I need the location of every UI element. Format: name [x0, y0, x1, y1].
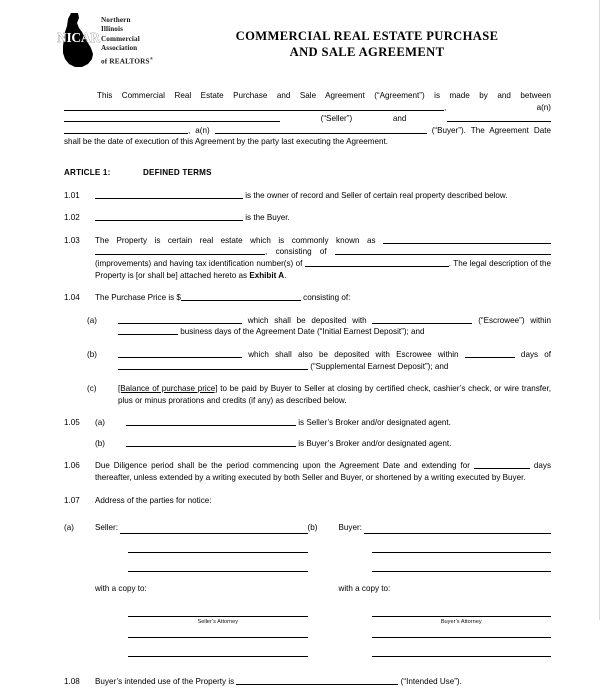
- clause-1-03-number: 1.03: [64, 235, 80, 245]
- clause-1-08: [64, 676, 551, 688]
- clause-1-06-part-2: days thereafter, unless extended by a writing executed by both Seller and Buyer, or shortened by a writing executed by Buyer.: [95, 461, 551, 483]
- intro-paragraph: [64, 90, 551, 148]
- clause-1-03-exhibit-ref: Exhibit A: [249, 270, 285, 280]
- clause-1-03-text: [95, 235, 551, 281]
- logo-line-5: [101, 54, 153, 67]
- buyer-column-letter: (b): [307, 523, 318, 533]
- clause-1-03-blank-3[interactable]: [335, 246, 551, 255]
- clause-1-07: [64, 495, 551, 507]
- clause-1-03-part-5: .: [284, 270, 287, 280]
- clause-1-04-b-text: [118, 349, 551, 372]
- intro-part-2: , a(n): [444, 102, 551, 112]
- intro-blank-3[interactable]: [64, 113, 280, 122]
- intro-part-5: (“Buyer”). The Agreement Date shall be the date of execution of this Agreement by the party last executing the Agreement.: [64, 125, 551, 147]
- clause-1-05-a: [64, 417, 551, 429]
- clause-1-01-blank[interactable]: [95, 190, 243, 199]
- clause-1-04-b-blank-2[interactable]: [465, 349, 515, 358]
- clause-1-08-text: [95, 676, 551, 688]
- clause-1-05-b: [64, 438, 551, 450]
- article-title: DEFINED TERMS: [143, 167, 212, 177]
- clause-1-04-b-part-2: days of: [514, 349, 551, 359]
- clause-1-05-b-spacer: [64, 438, 95, 450]
- clause-1-02-text: [95, 212, 551, 224]
- clause-1-04-b: [64, 349, 551, 372]
- clause-1-04-c-bracket: [Balance of purchase price]: [118, 384, 218, 394]
- document-header: [0, 0, 599, 78]
- seller-column-letter: (a): [64, 523, 74, 533]
- clause-1-04-a-letter: (a): [87, 315, 97, 325]
- intro-part-3: (“Seller”) and: [280, 114, 447, 124]
- clause-1-04-b-letter: (b): [87, 349, 97, 359]
- clause-1-04-a-blank-2[interactable]: [372, 315, 472, 324]
- logo-line-2: Illinois: [101, 25, 123, 34]
- clause-1-06-number: 1.06: [64, 461, 80, 471]
- clause-1-02: [64, 212, 551, 224]
- clause-1-04-b-part-1: which shall also be deposited with Escrowee within: [242, 349, 465, 359]
- registered-mark: ®: [149, 55, 154, 61]
- logo-line-1: Northern: [101, 16, 131, 24]
- title-line-1: COMMERCIAL REAL ESTATE PURCHASE: [235, 29, 499, 43]
- clause-1-04-blank-price[interactable]: [181, 292, 301, 301]
- buyer-name-row: [339, 522, 552, 534]
- logo-text-block: [101, 12, 153, 66]
- clause-1-05-b-letter: (b): [95, 438, 105, 448]
- clause-1-02-number: 1.02: [64, 213, 80, 223]
- intro-blank-2[interactable]: [212, 102, 444, 111]
- clause-1-08-number: 1.08: [64, 677, 80, 687]
- notice-address-block: [64, 522, 551, 657]
- buyer-address-line-3[interactable]: [372, 562, 552, 572]
- intro-blank-6[interactable]: [215, 125, 427, 134]
- clause-1-04-c-letter: (c): [87, 384, 97, 394]
- seller-address-line-1[interactable]: [120, 524, 308, 534]
- seller-label: Seller:: [95, 523, 118, 533]
- clause-1-01-body: is the owner of record and Seller of certain real property described below.: [243, 190, 508, 200]
- clause-1-04-a: [64, 315, 551, 338]
- clause-1-04-number: 1.04: [64, 293, 80, 303]
- intro-part-4: , a(n): [188, 125, 215, 135]
- clause-1-04-a-text: [118, 315, 551, 338]
- seller-attorney-line-3[interactable]: [128, 647, 308, 657]
- clause-1-04-b-blank-3[interactable]: [118, 361, 308, 370]
- clause-1-03-blank-2[interactable]: [95, 246, 265, 255]
- clause-1-05-a-text: [126, 417, 551, 429]
- seller-attorney-line-1[interactable]: [128, 607, 308, 617]
- clause-1-01-number: 1.01: [64, 190, 80, 200]
- intro-part-1: This Commercial Real Estate Purchase and Sale Agreement (“Agreement”) is made by and between: [97, 91, 551, 100]
- buyer-attorney-line-1[interactable]: [372, 607, 552, 617]
- clause-1-03-part-1: The Property is certain real estate which is commonly known as: [95, 235, 383, 245]
- clause-1-03-blank-4[interactable]: [305, 258, 449, 267]
- clause-1-04: [64, 292, 551, 304]
- logo-line-3: Commercial: [101, 34, 140, 43]
- clause-1-04-a-part-1: which shall be deposited with: [242, 315, 373, 325]
- buyer-copy-to-label: with a copy to:: [338, 583, 391, 593]
- logo-line-5-text: of REALTORS: [101, 57, 150, 66]
- clause-1-06-text: [95, 460, 551, 483]
- clause-1-03: [64, 235, 551, 281]
- article-heading: [64, 167, 551, 179]
- clause-1-04-part-2: consisting of:: [300, 293, 351, 303]
- svg-text:NICAR: NICAR: [57, 30, 100, 45]
- buyer-address-column: [308, 522, 552, 657]
- clause-1-04-c-part-1: to be paid by Buyer to Seller at closing by certified check, cashier’s check, or wire transfer, plus or minus prorations and credits (if any) as described below.: [118, 384, 551, 405]
- clause-1-02-body: is the Buyer.: [243, 213, 290, 223]
- seller-address-line-3[interactable]: [128, 562, 308, 572]
- clause-1-03-part-4: . The legal description of the Property is [or shall be] attached hereto as: [95, 258, 552, 280]
- clause-1-05-b-text: [126, 438, 551, 450]
- buyer-address-line-2[interactable]: [372, 543, 552, 553]
- clause-1-07-number: 1.07: [64, 495, 80, 505]
- clause-1-06-blank[interactable]: [474, 460, 530, 469]
- seller-name-row: [95, 522, 308, 534]
- document-body: [0, 90, 599, 688]
- buyer-attorney-line-2[interactable]: [372, 628, 552, 638]
- clause-1-04-text: [95, 292, 551, 304]
- clause-1-05-b-body: is Buyer’s Broker and/or designated agent.: [296, 438, 452, 448]
- intro-blank-4[interactable]: [447, 113, 551, 122]
- clause-1-05-a-blank[interactable]: [126, 417, 296, 426]
- clause-1-03-part-3: (improvements) and having tax identification number(s) of: [95, 258, 305, 268]
- clause-1-03-part-2: , consisting of: [265, 247, 335, 257]
- clause-1-04-a-part-3: business days of the Agreement Date (“Initial Earnest Deposit”); and: [178, 327, 425, 337]
- clause-1-01: [64, 190, 551, 202]
- clause-1-01-text: [95, 190, 551, 202]
- clause-1-04-a-part-2: (“Escrowee”) within: [472, 315, 551, 325]
- clause-1-05-number: 1.05: [64, 418, 80, 428]
- buyer-label: Buyer:: [338, 523, 362, 533]
- clause-1-05-b-blank[interactable]: [126, 438, 296, 447]
- seller-copy-to-label: with a copy to:: [95, 583, 147, 593]
- clause-1-07-text: Address of the parties for notice:: [95, 495, 212, 505]
- title-line-2: AND SALE AGREEMENT: [289, 45, 445, 59]
- clause-1-08-blank[interactable]: [236, 676, 398, 685]
- clause-1-04-a-blank-1[interactable]: [118, 315, 242, 324]
- buyer-attorney-caption: Buyer’s Attorney: [440, 619, 482, 626]
- intro-blank-1[interactable]: [64, 102, 212, 111]
- clause-1-08-part-2: (“Intended Use”).: [398, 677, 462, 687]
- illinois-state-shape-icon: [55, 12, 99, 68]
- clause-1-08-part-1: Buyer’s intended use of the Property is: [95, 677, 237, 687]
- seller-attorney-line-2[interactable]: [128, 628, 308, 638]
- clause-1-04-a-blank-3[interactable]: [118, 326, 178, 335]
- clause-1-06-part-1: Due Diligence period shall be the period commencing upon the Agreement Date and extending for: [95, 461, 474, 471]
- clause-1-04-part-1: The Purchase Price is $: [95, 293, 181, 303]
- buyer-attorney-line-3[interactable]: [372, 647, 552, 657]
- clause-1-03-blank-1[interactable]: [383, 235, 551, 244]
- clause-1-04-c: [64, 383, 551, 406]
- clause-1-05-a-body: is Seller’s Broker and/or designated agent.: [296, 418, 451, 428]
- article-number: ARTICLE 1:: [64, 167, 111, 177]
- nicar-illinois-logo: [55, 12, 153, 68]
- clause-1-06: [64, 460, 551, 483]
- clause-1-05-a-letter: (a): [95, 418, 105, 428]
- page-title: [170, 28, 564, 60]
- logo-line-4: Association: [101, 44, 138, 53]
- clause-1-04-c-text: [118, 383, 551, 406]
- clause-1-04-b-blank-1[interactable]: [118, 349, 242, 358]
- clause-1-02-blank[interactable]: [95, 212, 243, 221]
- seller-address-line-2[interactable]: [128, 543, 308, 553]
- buyer-address-line-1[interactable]: [364, 524, 551, 534]
- seller-attorney-caption: Seller’s Attorney: [197, 619, 239, 626]
- intro-blank-5[interactable]: [64, 125, 188, 134]
- seller-address-column: [64, 522, 308, 657]
- clause-1-04-b-part-3: (“Supplemental Earnest Deposit”); and: [308, 361, 449, 371]
